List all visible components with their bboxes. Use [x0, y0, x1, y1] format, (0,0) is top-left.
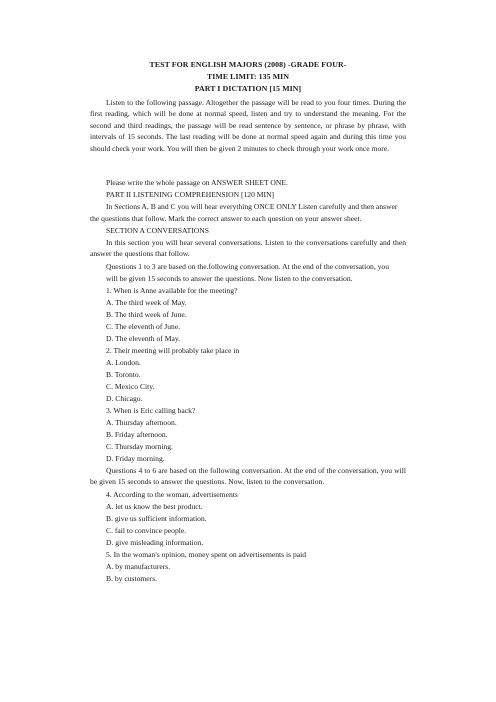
answer-option: C. Mexico City. [106, 382, 155, 391]
answer-option: D. Friday morning. [106, 454, 165, 463]
answer-option: C. Thursday morning. [106, 442, 173, 451]
part2-intro-line2: the questions that follow. Mark the correct answer to each question on your answer sheet. [90, 214, 362, 223]
part1-write-note: Please write the whole passage on ANSWER SHEET ONE. [106, 178, 288, 187]
part1-heading: PART I DICTATION [15 MIN] [194, 84, 302, 93]
question-stem: 2. Their meeting will probably take place in [106, 346, 240, 355]
part2-heading: PART II LISTENING COMPREHENSION [120 MIN] [106, 190, 275, 199]
answer-option: A. by manufacturers. [106, 562, 171, 571]
answer-option: B. Toronto. [106, 370, 141, 379]
q1-3-intro-line1: Questions 1 to 3 are based on the.following conversation. At the end of the conversation, you [106, 262, 390, 271]
answer-option: A. The third week of May. [106, 298, 187, 307]
answer-option: A. Thursday afternoon. [106, 418, 177, 427]
question-stem: 5. In the woman's opinion, money spent on advertisements is paid [106, 550, 307, 559]
answer-option: C. fail to convince people. [106, 526, 187, 535]
section-a-intro: In this section you will hear several conversations. Listen to the conversations carefully and then answer the questions that follow. [90, 238, 406, 259]
answer-option: C. The eleventh of June. [106, 322, 181, 331]
test-title: TEST FOR ENGLISH MAJORS (2008) -GRADE FOUR- [149, 60, 347, 69]
time-limit: TIME LIMIT: 135 MIN [206, 72, 290, 81]
question-stem: 4. According to the woman, advertisements [106, 490, 238, 499]
section-a-heading: SECTION A CONVERSATIONS [106, 226, 209, 235]
question-stem: 3. When is Eric calling back? [106, 406, 196, 415]
answer-option: A. let us know the best product. [106, 502, 203, 511]
q1-3-intro-line2: will be given 15 seconds to answer the questions. Now listen to the conversation. [106, 274, 353, 283]
answer-option: D. Chicago. [106, 394, 143, 403]
part1-instructions: Listen to the following passage. Altogether the passage will be read to you four times. During the first reading, which will be done at normal speed, listen and try to understand the meaning. For the second and third readings, the passage will be read sentence by sentence, or phrase by phrase, with intervals of 15 seconds. The last reading will be done at normal speed again and during this time you should check your work. You will then be given 2 minutes to check through your work once more. [90, 98, 406, 153]
q4-6-intro: Questions 4 to 6 are based on the following conversation. At the end of the conversation, you will be given 15 seconds to answer the questions. Now, listen to the conversation. [90, 466, 406, 487]
answer-option: B. The third week of June. [106, 310, 187, 319]
answer-option: B. Friday afternoon. [106, 430, 168, 439]
answer-option: B. by customers. [106, 574, 158, 583]
answer-option: B. give us sufficient information. [106, 514, 207, 523]
answer-option: A. London. [106, 358, 141, 367]
answer-option: D. The eleventh of May. [106, 334, 181, 343]
part2-intro-line1: In Sections A, B and C you will hear everything ONCE ONLY Listen carefully and then answer [106, 202, 398, 211]
answer-option: D. give misleading information. [106, 538, 204, 547]
question-stem: 1. When is Anne available for the meeting? [106, 286, 238, 295]
